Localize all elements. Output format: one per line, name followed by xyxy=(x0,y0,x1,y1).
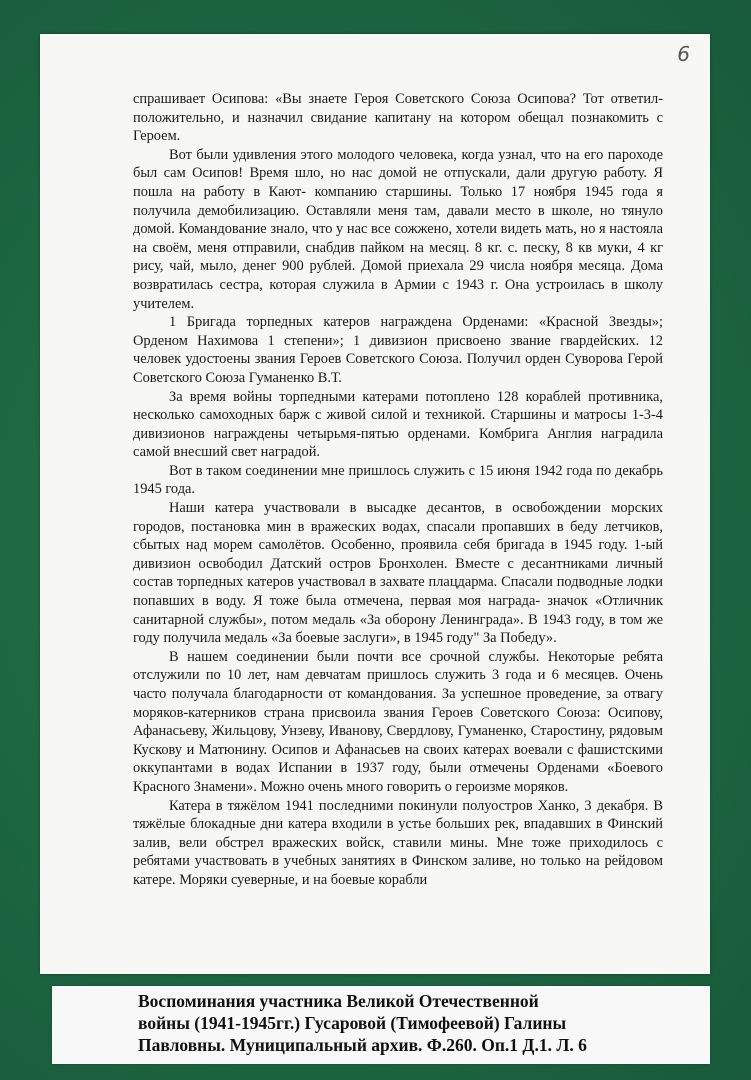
page-number: 6 xyxy=(677,42,690,66)
paragraph-6: Наши катера участвовали в высадке десантов, в освобождении морских городов, постановка мин в вражеских водах, спасали пропавших в беду летчиков, сбытых над морем самолётов. Особенно, проявила себя бригада в 1945 году. 1-ый дивизион освободил Датский остров Бронхолен. Вместе с десантниками личный состав торпедных катеров участвовал в захвате плацдарма. Спасали подводные лодки попавших в воду. Я тоже была отмечена, первая моя награда- значок «Отличник санитарной службы», потом медаль «За оборону Ленинграда». В 1943 году, в том же году получила медаль «За боевые заслуги», в 1945 году" За Победу». xyxy=(133,500,663,647)
paragraph-3: 1 Бригада торпедных катеров награждена Орденами: «Красной Звезды»; Орденом Нахимова 1 степени»; 1 дивизион присвоено звание гвардейских. 12 человек удостоены звания Героев Советского Союза. Получил орден Суворова Герой Советского Союза Гуманенко В.Т. xyxy=(133,314,663,386)
caption-label xyxy=(52,986,710,1064)
paragraph-5: Вот в таком соединении мне пришлось служить с 15 июня 1942 года по декабрь 1945 года. xyxy=(133,462,663,498)
paragraph-8: Катера в тяжёлом 1941 последними покинули полуостров Ханко, 3 декабря. В тяжёлые блокадные дни катера входили в устье больших рек, впадавших в Финский залив, вели обстрел вражеских войск, ставили мины. Мне тоже приходилось с ребятами участвовать в учебных занятиях в Финском заливе, но только на рейдовом катере. Моряки суеверные, и на боевые корабли xyxy=(133,797,663,888)
paragraph-4: За время войны торпедными катерами потоплено 128 кораблей противника, несколько самоходных барж с живой силой и техникой. Старшины и матросы 1-3-4 дивизионов награждены четырьмя-пятью орденами. Комбрига Англия наградила самой внесший свет наградой. xyxy=(133,388,663,461)
paragraph-2: Вот были удивления этого молодого человека, когда узнал, что на его пароходе был сам Осипов! Время шло, но нас домой не отпускали, дали другую работу. Я пошла на работу в Кают- компанию старшины. Только 17 ноября 1945 года я получила демобилизацию. Оставляли меня там, давали место в школе, но тянуло домой. Командование знало, что у нас все сожжено, хотели видеть мать, но я настояла на своём, меня отправили, снабдив пайком на месяц. 8 кг. с. песку, 8 кв муки, 4 кг рису, чай, мыло, денег 900 рублей. Домой приехала 29 числа ноября месяца. Дома возвратилась сестра, которая служила в Армии с 1943 г. Она устроилась в школу учителем. xyxy=(133,146,663,312)
document-page xyxy=(40,34,710,974)
paragraph-1: спрашивает Осипова: «Вы знаете Героя Советского Союза Осипова? Тот ответил- положительно, и назначил свидание капитану на котором обещал познакомить с Героем. xyxy=(133,91,663,145)
document-body xyxy=(133,90,663,890)
paragraph-7: В нашем соединении были почти все срочной службы. Некоторые ребята отслужили по 10 лет, нам девчатам пришлось служить 3 года и 6 месяцев. Очень часто получала благодарности от командования. За успешное проведение, за отвагу моряков-катерников страна присвоила звания Героев Советского Союза: Осипову, Афанасьеву, Жильцову, Унзеву, Иванову, Свердлову, Гуманенко, Старостину, рядовым Кускову и Матюнину. Осипов и Афанасьев на своих катерах воевали с фашистскими оккупантами в водах Испании в 1937 году, были отмечены Орденами «Боевого Красного Знамени». Можно очень много говорить о героизме моряков. xyxy=(133,648,663,795)
caption-text: Воспоминания участника Великой Отечественной войны (1941-1945гг.) Гусаровой (Тимофеевой) Галины Павловны. Муниципальный архив. Ф.260. Оп.1 Д.1. Л. 6 xyxy=(138,991,587,1055)
